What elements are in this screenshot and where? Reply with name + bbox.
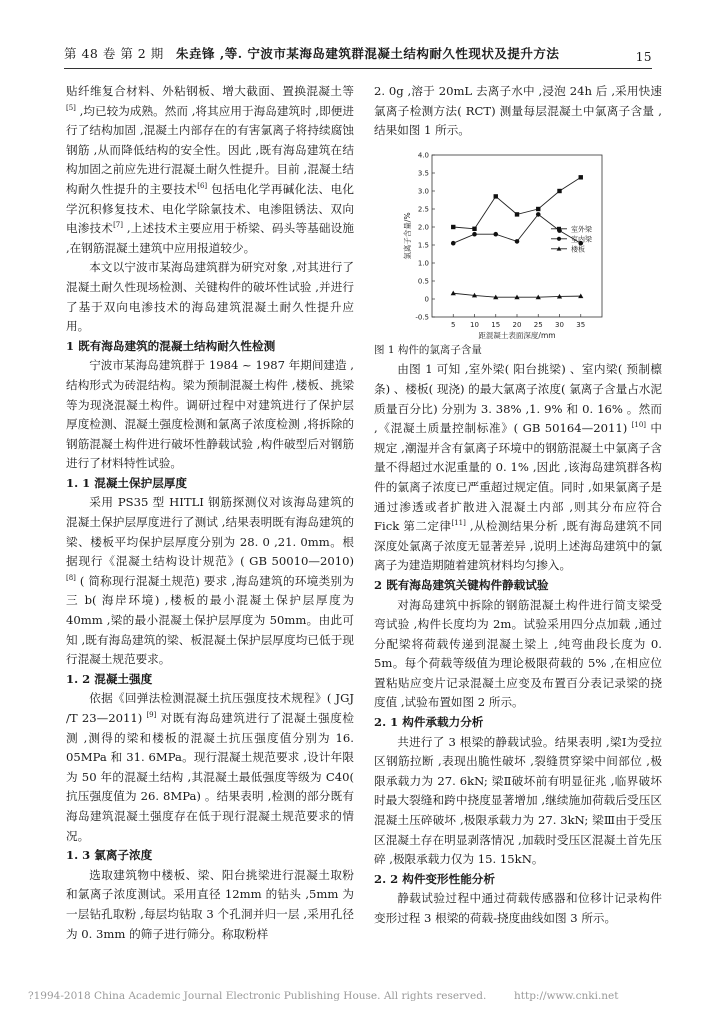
paragraph: 共进行了 3 根梁的静载试验。结果表明 ,梁Ⅰ为受拉区钢筋拉断 ,表现出脆性破坏 ,裂缝贯穿梁中间部位 ,极限承载力为 27. 6kN; 梁Ⅱ破坏前有明显征兆 ,临界破坏时最大裂缝和跨中挠度显著增加 ,继续施加荷载后受压区混凝土压碎破坏 ,极限承载力为 27. 3kN; 梁Ⅲ由于受压区混凝土存在明显剥落情况 ,加载时受压区混凝土首先压碎 ,极限承载力仅为 15. 15kN。	[374, 734, 662, 867]
y-tick-label: -0.5	[415, 313, 429, 322]
y-axis-label: 氯离子含量/%	[403, 212, 412, 260]
data-point	[472, 226, 476, 230]
data-point	[515, 239, 520, 244]
subsection-heading: 2. 2 构件变形性能分析	[374, 871, 495, 886]
paragraph: 选取建筑物中楼板、梁、阳台挑梁进行混凝土取粉和氯离子浓度测试。采用直径 12mm 的钻头 ,5mm 为一层钻孔取粉 ,每层均钻取 3 个孔洞并归一层 ,采用孔径为 0. 3mm 的筛子进行筛分。称取粉样	[66, 867, 354, 941]
series-line	[453, 177, 581, 228]
paragraph: 2. 0g ,溶于 20mL 去离子水中 ,浸泡 24h 后 ,采用快速氯离子检测方法( RCT) 测量每层混凝土中氯离子含量 ,结果如图 1 所示。	[374, 84, 662, 138]
x-tick-label: 10	[470, 320, 479, 329]
y-tick-label: 4.0	[417, 151, 429, 160]
y-tick-label: 1.5	[417, 241, 429, 250]
data-point	[536, 212, 541, 217]
copyright-text: ?1994-2018 China Academic Journal Electronic Publishing House. All rights reserved.	[28, 990, 487, 1002]
data-point	[494, 194, 498, 198]
data-point	[451, 241, 456, 246]
left-column	[66, 82, 354, 944]
page-number: 15	[635, 50, 652, 64]
data-point	[579, 175, 583, 179]
footer-url: http://www.cnki.net	[514, 990, 619, 1002]
x-tick-label: 20	[512, 320, 522, 329]
paragraph: 对海岛建筑中拆除的钢筋混凝土构件进行简支梁受弯试验 ,构件长度均为 2m。试验采用四分点加载 ,通过分配梁将荷载传递到混凝土梁上 ,纯弯曲段长度为 0. 5m。每个荷载等级值为理论极限荷载的 5% ,在相应位置粘贴应变片记录混凝土应变及布置百分表记录梁的挠度值 ,试验布置如图 2 所示。	[374, 597, 662, 710]
legend-label: 室外梁	[571, 225, 592, 234]
subsection-heading: 1. 1 混凝土保护层厚度	[66, 475, 187, 490]
data-point	[451, 225, 455, 229]
chart-svg	[374, 145, 662, 341]
y-tick-label: 3.5	[417, 169, 429, 178]
paragraph: 采用 PS35 型 HITLI 钢筋探测仪对该海岛建筑的混凝土保护层厚度进行了测试 ,结果表明既有海岛建筑的梁、楼板平均保护层厚度分别为 28. 0 ,21. 0mm。根据现行《混凝土结构设计规范》( GB 50010—2010) [8] ( 简称现行混凝土规范) 要求 ,海岛建筑的环境类别为三 b( 海岸环境) ,楼板的最小混凝土保护层厚度为 40mm ,梁的最小混凝土保护层厚度为 50mm。由此可知 ,既有海岛建筑的梁、板混凝土保护层厚度均已低于现行混凝土规范要求。	[66, 495, 354, 667]
data-point	[451, 290, 456, 295]
y-tick-label: 2.0	[417, 223, 429, 232]
data-point	[515, 212, 519, 216]
paragraph: 由图 1 可知 ,室外梁( 阳台挑梁) 、室内梁( 预制檩条) 、楼板( 现浇) 的最大氯离子浓度( 氯离子含量占水泥质量百分比) 分别为 3. 38% ,1. 9% 和 0. 16% 。然而 ,《混凝土质量控制标准》( GB 50164—2011) [10] 中规定 ,潮湿并含有氯离子环境中的钢筋混凝土中氯离子含量不得超过水泥重量的 0. 1% ,因此 ,该海岛建筑群各构件的氯离子浓度已严重超过规定值。同时 ,如果氯离子是通过渗透或者扩散进入混凝土内部 ,则其分布应符合 Fick 第二定律[11] ,从检测结果分析 ,既有海岛建筑不同深度处氯离子浓度无显著差异 ,说明上述海岛建筑中的氯离子为建造期随着建筑材料均匀掺入。	[374, 362, 662, 573]
header-rule	[64, 68, 652, 69]
y-tick-label: 2.5	[417, 205, 429, 214]
section-heading: 2 既有海岛建筑关键构件静载试验	[374, 577, 549, 592]
paragraph: 贴纤维复合材料、外粘钢板、增大截面、置换混凝土等[5] ,均已较为成熟。然而 ,将其应用于海岛建筑时 ,即便进行了结构加固 ,混凝土内部存在的有害氯离子将持续腐蚀钢筋 ,从而降低结构的安全性。因此 ,既有海岛建筑在结构加固之前应先进行混凝土耐久性提升。目前 ,混凝土结构耐久性提升的主要技术[6] 包括电化学再碱化法、电化学沉积修复技术、电化学除氯技术、电渗阻锈法、双向电渗技术[7] ,上述技术主要应用于桥梁、码头等基础设施 ,在钢筋混凝土建筑中应用报道较少。	[66, 84, 354, 255]
subsection-heading: 1. 3 氯离子浓度	[66, 848, 153, 863]
legend-label: 室内梁	[571, 235, 592, 244]
x-tick-label: 15	[491, 320, 501, 329]
legend-marker	[557, 227, 561, 231]
x-tick-label: 5	[451, 320, 456, 329]
paragraph: 宁波市某海岛建筑群于 1984 ~ 1987 年期间建造 ,结构形式为砖混结构。梁为预制混凝土构件 ,楼板、挑梁等为现浇混凝土构件。调研过程中对建筑进行了保护层厚度检测、混凝土强度检测和氯离子浓度检测 ,将拆除的钢筋混凝土构件进行破坏性静载试验 ,构件破型后对钢筋进行了材料特性试验。	[66, 358, 354, 471]
data-point	[472, 232, 477, 237]
legend-marker	[557, 236, 561, 240]
paragraph: 本文以宁波市某海岛建筑群为研究对象 ,对其进行了混凝土耐久性现场检测、关键构件的破坏性试验 ,并进行了基于双向电渗技术的海岛建筑混凝土耐久性提升应用。	[66, 260, 354, 334]
volume-issue: 第 48 卷 第 2 期	[64, 46, 164, 61]
y-tick-label: 0.5	[417, 277, 429, 286]
running-header	[64, 44, 652, 64]
section-heading: 1 既有海岛建筑的混凝土结构耐久性检测	[66, 338, 276, 353]
y-tick-label: 0	[424, 295, 429, 304]
x-axis-label: 距混凝土表面深度/mm	[478, 330, 556, 340]
paragraph: 静载试验过程中通过荷载传感器和位移计记录构件变形过程 3 根梁的荷载-挠度曲线如图 3 所示。	[374, 891, 662, 925]
subsection-heading: 1. 2 混凝土强度	[66, 671, 153, 686]
right-column	[374, 82, 662, 929]
data-point	[493, 232, 498, 237]
footer	[28, 990, 708, 1002]
y-tick-label: 3.0	[417, 187, 429, 196]
data-point	[557, 189, 561, 193]
x-tick-label: 35	[576, 320, 586, 329]
legend-label: 楼板	[571, 245, 585, 254]
y-tick-label: 1.0	[417, 259, 429, 268]
x-tick-label: 25	[533, 320, 543, 329]
data-point	[536, 207, 540, 211]
chloride-chart	[374, 145, 662, 341]
subsection-heading: 2. 1 构件承载力分析	[374, 715, 484, 730]
paragraph: 依据《回弹法检测混凝土抗压强度技术规程》( JGJ /T 23—2011) [9] 对既有海岛建筑进行了混凝土强度检测 ,测得的梁和楼板的混凝土抗压强度值分别为 16. 05MPa 和 31. 6MPa。现行混凝土规范要求 ,设计年限为 50 年的混凝土结构 ,其混凝土最低强度等级为 C40( 抗压强度值为 26. 8MPa) 。结果表明 ,检测的部分既有海岛建筑混凝土强度存在低于现行混凝土规范要求的情况。	[66, 691, 355, 843]
running-title: 朱垚锋 ,等. 宁波市某海岛建筑群混凝土结构耐久性现状及提升方法	[176, 46, 560, 61]
x-tick-label: 30	[555, 320, 564, 329]
figure-caption: 图 1 构件的氯离子含量	[374, 343, 482, 356]
